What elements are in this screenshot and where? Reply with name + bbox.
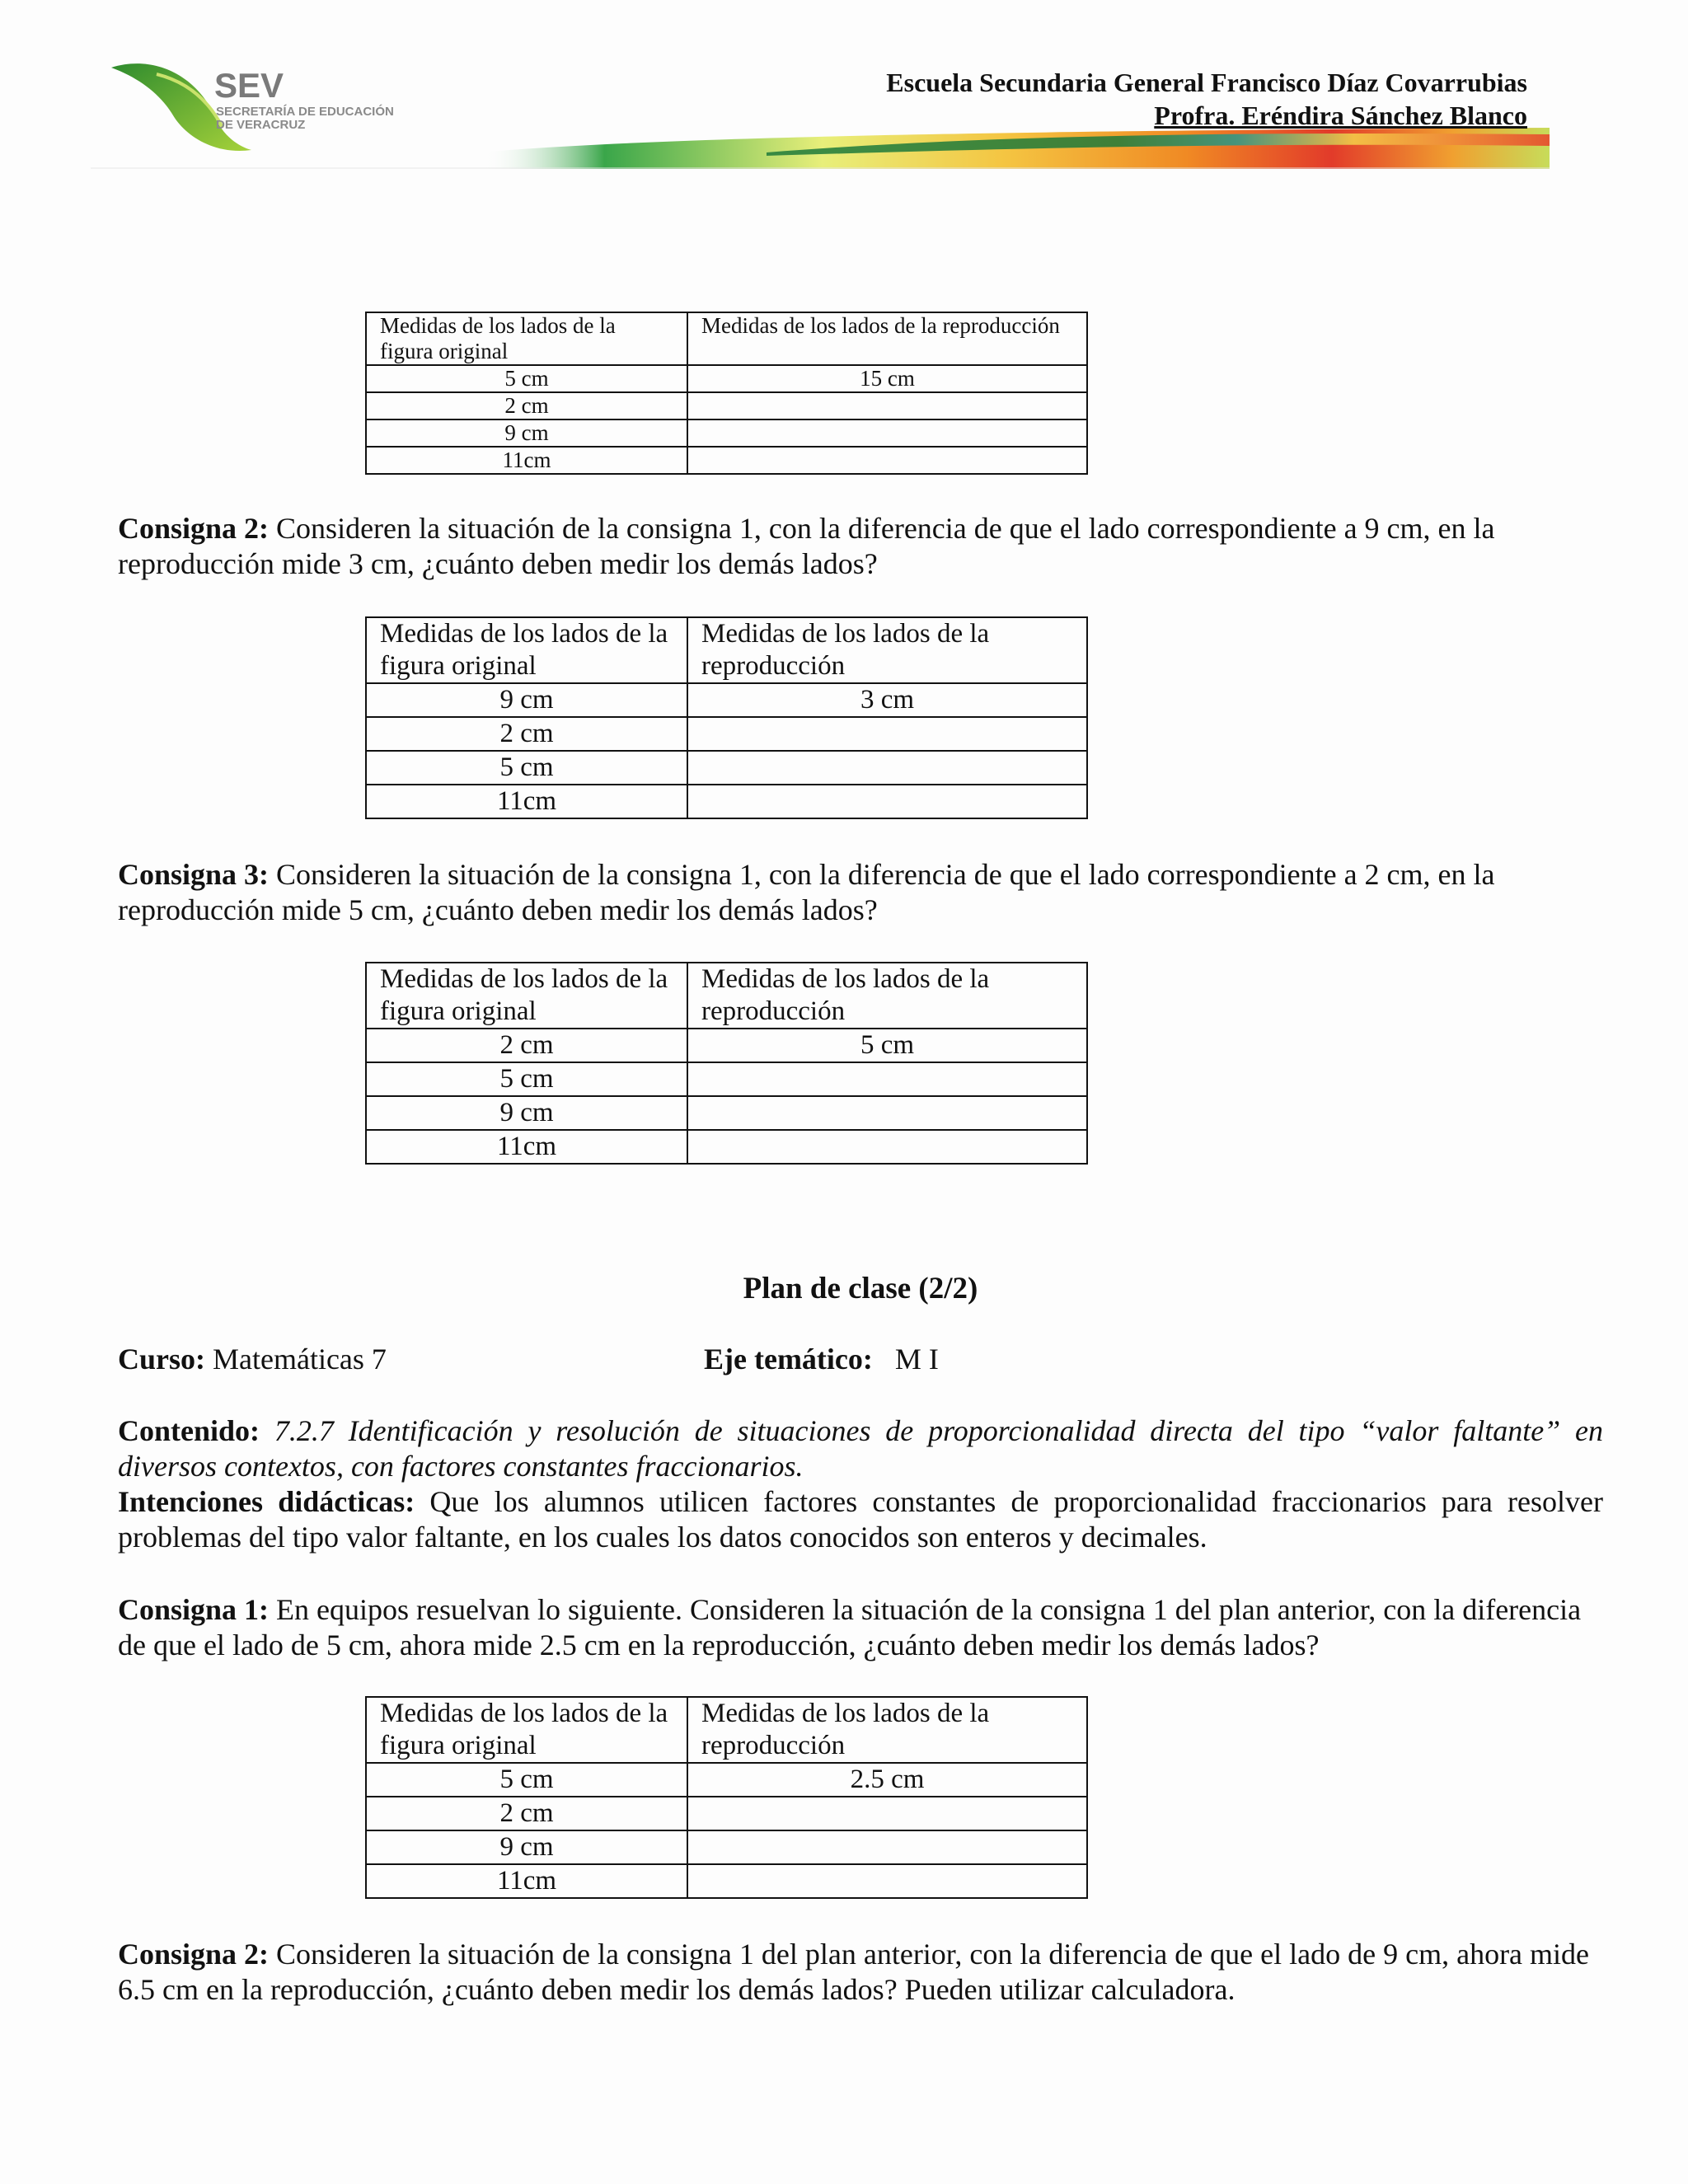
header-original: Medidas de los lados de la figura original: [366, 312, 687, 365]
plan-consigna-2: [118, 1937, 1601, 2008]
table-row: [366, 751, 1087, 785]
header-original: Medidas de los lados de la figura original: [366, 963, 687, 1029]
table-row: [366, 365, 1087, 392]
curso-label: Curso:: [118, 1343, 205, 1376]
cell-reproduccion: [687, 392, 1087, 419]
cell-reproduccion: [687, 1096, 1087, 1130]
table-row: [366, 447, 1087, 474]
cell-reproduccion: [687, 1062, 1087, 1096]
school-name: Escuela Secundaria General Francisco Díaz Covarrubias: [886, 68, 1527, 97]
table-row: [366, 1029, 1087, 1062]
cell-reproduccion: [687, 1830, 1087, 1864]
header-reproduccion: Medidas de los lados de la reproducción: [687, 963, 1087, 1029]
header-reproduccion: Medidas de los lados de la reproducción: [687, 1697, 1087, 1763]
table-row: [366, 1763, 1087, 1797]
contenido-text: 7.2.7 Identificación y resolución de situaciones de proporcionalidad directa del tipo “valor faltante” en diversos contextos, con factores constantes fraccionarios.: [118, 1414, 1603, 1483]
cell-original: 5 cm: [366, 365, 687, 392]
cell-original: 5 cm: [366, 1062, 687, 1096]
cell-original: 9 cm: [366, 419, 687, 447]
cell-reproduccion: [687, 1797, 1087, 1830]
cell-reproduccion: [687, 785, 1087, 818]
plan-consigna-1: [118, 1592, 1601, 1663]
contenido-label: Contenido:: [118, 1414, 260, 1447]
svg-text:SECRETARÍA DE EDUCACIÓN: SECRETARÍA DE EDUCACIÓN: [216, 105, 394, 119]
table-row: [366, 1096, 1087, 1130]
table-row: [366, 717, 1087, 751]
intenciones-text: Que los alumnos utilicen factores constantes de proporcionalidad fraccionarios para resolver problemas del tipo valor faltante, en los cuales los datos conocidos son enteros y decimales.: [118, 1485, 1604, 1554]
table-header-row: [366, 1697, 1087, 1763]
cell-reproduccion: 3 cm: [687, 683, 1087, 717]
intenciones-label: Intenciones didácticas:: [118, 1485, 415, 1518]
cell-original: 11cm: [366, 1864, 687, 1898]
consigna-3-text: Consideren la situación de la consigna 1, con la diferencia de que el lado correspondiente a 2 cm, en la reproducción mide 5 cm, ¿cuánto deben medir los demás lados?: [118, 858, 1495, 926]
plan-consigna-2-label: Consigna 2:: [118, 1938, 270, 1971]
cell-original: 11cm: [366, 785, 687, 818]
table-header-row: [366, 617, 1087, 683]
teacher-name: Profra. Eréndira Sánchez Blanco: [1154, 101, 1527, 130]
color-band: [91, 128, 1550, 169]
table-row: [366, 1062, 1087, 1096]
eje-value: M I: [894, 1343, 939, 1376]
cell-reproduccion: [687, 717, 1087, 751]
table-row: [366, 785, 1087, 818]
table-row: [366, 1864, 1087, 1898]
cell-reproduccion: [687, 1864, 1087, 1898]
school-info: [886, 66, 1527, 132]
cell-reproduccion: [687, 447, 1087, 474]
curso-value: Matemáticas 7: [205, 1343, 387, 1376]
svg-text:DE VERACRUZ: DE VERACRUZ: [216, 118, 306, 132]
table-row: [366, 1130, 1087, 1164]
cell-original: 2 cm: [366, 392, 687, 419]
consigna-3: [118, 857, 1601, 928]
plan-consigna-2-text: Consideren la situación de la consigna 1 del plan anterior, con la diferencia de que el lado de 9 cm, ahora mide 6.5 cm en la reproducción, ¿cuánto deben medir los demás lados? Pueden utilizar calculadora.: [118, 1938, 1590, 2006]
cell-original: 9 cm: [366, 683, 687, 717]
page-header: [0, 0, 1688, 177]
table-row: [366, 419, 1087, 447]
cell-original: 2 cm: [366, 1029, 687, 1062]
table-row: [366, 1830, 1087, 1864]
cell-original: 2 cm: [366, 717, 687, 751]
table-consigna-1: [365, 312, 1088, 475]
plan-title: Plan de clase (2/2): [743, 1272, 978, 1305]
contenido: [118, 1413, 1603, 1484]
cell-original: 9 cm: [366, 1096, 687, 1130]
eje-label: Eje temático:: [704, 1343, 873, 1376]
table-row: [366, 683, 1087, 717]
table-plan-consigna-1: [365, 1696, 1088, 1899]
consigna-3-label: Consigna 3:: [118, 858, 270, 891]
cell-reproduccion: 15 cm: [687, 365, 1087, 392]
table-row: [366, 1797, 1087, 1830]
table-consigna-3: [365, 962, 1088, 1165]
cell-original: 5 cm: [366, 751, 687, 785]
table-row: [366, 392, 1087, 419]
cell-original: 9 cm: [366, 1830, 687, 1864]
plan-consigna-1-text: En equipos resuelvan lo siguiente. Consideren la situación de la consigna 1 del plan anterior, con la diferencia de que el lado de 5 cm, ahora mide 2.5 cm en la reproducción, ¿cuánto deben medir los demás lados?: [118, 1593, 1582, 1661]
intenciones: [118, 1484, 1603, 1555]
cell-original: 2 cm: [366, 1797, 687, 1830]
cell-original: 5 cm: [366, 1763, 687, 1797]
header-original: Medidas de los lados de la figura original: [366, 617, 687, 683]
table-header-row: [366, 963, 1087, 1029]
consigna-2-label: Consigna 2:: [118, 512, 270, 545]
table-consigna-2: [365, 616, 1088, 819]
plan-consigna-1-label: Consigna 1:: [118, 1593, 270, 1626]
header-reproduccion: Medidas de los lados de la reproducción: [687, 312, 1087, 365]
header-reproduccion: Medidas de los lados de la reproducción: [687, 617, 1087, 683]
consigna-2-text: Consideren la situación de la consigna 1, con la diferencia de que el lado correspondiente a 9 cm, en la reproducción mide 3 cm, ¿cuánto deben medir los demás lados?: [118, 512, 1495, 580]
cell-original: 11cm: [366, 1130, 687, 1164]
consigna-2: [118, 511, 1601, 582]
cell-reproduccion: 5 cm: [687, 1029, 1087, 1062]
header-original: Medidas de los lados de la figura original: [366, 1697, 687, 1763]
cell-reproduccion: [687, 1130, 1087, 1164]
cell-reproduccion: [687, 419, 1087, 447]
cell-reproduccion: [687, 751, 1087, 785]
svg-text:SEV: SEV: [214, 66, 284, 105]
table-header-row: [366, 312, 1087, 365]
cell-original: 11cm: [366, 447, 687, 474]
cell-reproduccion: 2.5 cm: [687, 1763, 1087, 1797]
